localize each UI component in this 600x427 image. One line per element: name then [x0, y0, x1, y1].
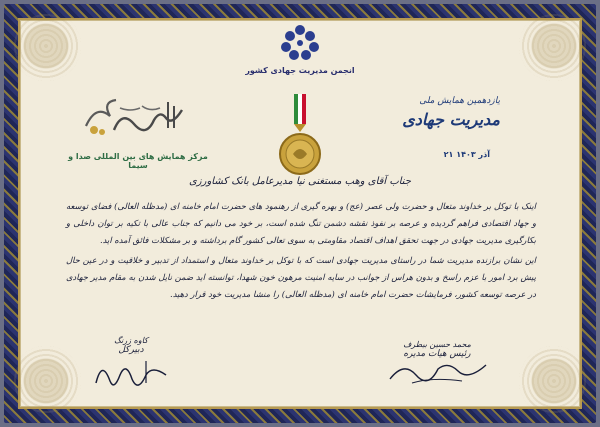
signature-name: محمد حسین بیطرف [403, 340, 471, 349]
body-paragraph-2: این نشان برازنده مدیریت شما در راستای مدیریت جهادی است که با توکل بر خداوند متعال و استمداد از تدبیر و خلاقیت و در عین حال پیش برد امور با عزم راسخ و بدون هراس از جوانب در سایه امنیت مرهون خون شهدا، توانسته اید ضمن نایل شدن به مقام مدیر جهادی در عرصه توسعه کشور، فرمایشات حضرت امام خامنه ای (مدظله العالی) را منشا مدیریت خود قرار دهید. [66, 255, 536, 299]
corner-ornament [519, 11, 589, 81]
event-subtitle: یازدهمین همایش ملی [419, 96, 500, 106]
recipient-line: جناب آقای وهب مستغنی نیا مدیرعامل بانک کشاورزی [188, 176, 412, 187]
signature-title: رئیس هیات مدیره [403, 349, 471, 359]
signature-title: دبیرکل [118, 345, 144, 355]
body-paragraph-1: اینک با توکل بر خداوند متعال و حضرت ولی عصر (عج) و بهره گیری از رهنمود های حضرت امام خامنه ای (مدظله العالی) فضای توسعه و جهاد اقتصادی فراهم گردیده و عرصه بر نفوذ نقشه دشمن تنگ شده است، بر خود می دانیم که جناب عالی با تکیه بر توان داخلی و بکارگیری مدیریت جهادی در جهت تحقق اهداف اقتصاد مقاومتی به سوی تعالی کشور گام برداشته و بر مشکلات فائق آمده اید. [66, 201, 536, 245]
broadcast-center-logo-icon [80, 96, 190, 142]
certificate-body [66, 198, 536, 306]
event-date: ۲۱ آذر ۱۴۰۳ [443, 150, 490, 159]
handwritten-signature-icon [382, 359, 492, 389]
medal-icon [276, 92, 324, 184]
org-name: انجمن مدیریت جهادی کشور [245, 66, 355, 75]
corner-ornament [11, 346, 81, 416]
signature-chairman [382, 340, 492, 389]
corner-ornament [519, 346, 589, 416]
broadcast-center-name: مرکز همایش های بین المللی صدا و سیما [68, 152, 208, 170]
event-title: مدیریت جهادی [402, 110, 500, 129]
org-logo-icon [274, 22, 326, 62]
corner-ornament [11, 11, 81, 81]
signature-name: کاوه زرنگ [114, 336, 148, 345]
handwritten-signature-icon [86, 355, 176, 391]
signature-secretary [86, 336, 176, 391]
